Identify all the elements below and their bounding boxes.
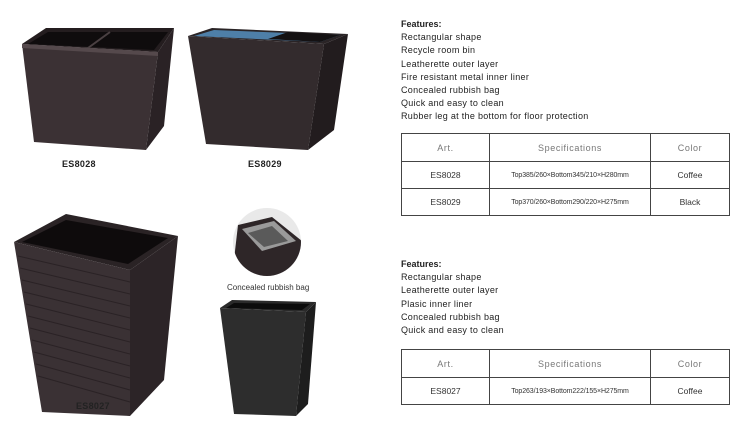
table-header-row <box>402 350 730 378</box>
product-image-es8029 <box>186 26 352 152</box>
feature-item: Rectangular shape <box>401 272 482 283</box>
features-section-1 <box>401 18 589 124</box>
feature-item: Concealed rubbish bag <box>401 311 500 322</box>
feature-item: Quick and easy to clean <box>401 325 504 336</box>
table-row <box>402 189 730 216</box>
header-specifications: Specifications <box>490 350 651 378</box>
product-code-es8027: ES8027 <box>76 401 110 411</box>
feature-item: Rubber leg at the bottom for floor protection <box>401 111 589 122</box>
feature-item: Concealed rubbish bag <box>401 85 500 96</box>
feature-item: Plasic inner liner <box>401 298 473 309</box>
feature-item: Recycle room bin <box>401 45 476 56</box>
feature-item: Rectangular shape <box>401 32 482 43</box>
concealed-bag-caption: Concealed rubbish bag <box>227 283 310 292</box>
features-title: Features: <box>401 19 442 29</box>
header-color: Color <box>651 134 730 162</box>
table-row <box>402 162 730 189</box>
cell-color: Coffee <box>651 378 730 405</box>
features-title: Features: <box>401 259 442 269</box>
concealed-bag-image <box>232 207 302 277</box>
product-image-es8027 <box>12 212 180 418</box>
table-header-row <box>402 134 730 162</box>
feature-item: Fire resistant metal inner liner <box>401 71 530 82</box>
cell-art: ES8027 <box>402 378 490 405</box>
cell-art: ES8029 <box>402 189 490 216</box>
cell-specifications: Top263/193×Bottom222/155×H275mm <box>490 378 651 405</box>
header-color: Color <box>651 350 730 378</box>
features-section-2 <box>401 258 504 337</box>
header-art: Art. <box>402 134 490 162</box>
inner-liner-image <box>218 300 320 418</box>
table-row <box>402 378 730 405</box>
cell-art: ES8028 <box>402 162 490 189</box>
product-code-es8029: ES8029 <box>248 159 282 169</box>
header-specifications: Specifications <box>490 134 651 162</box>
feature-item: Quick and easy to clean <box>401 98 504 109</box>
spec-table-2 <box>401 349 730 405</box>
product-image-es8028 <box>18 26 180 152</box>
header-art: Art. <box>402 350 490 378</box>
product-code-es8028: ES8028 <box>62 159 96 169</box>
spec-table-1 <box>401 133 730 216</box>
cell-specifications: Top370/260×Bottom290/220×H275mm <box>490 189 651 216</box>
feature-item: Leatherette outer layer <box>401 285 499 296</box>
cell-color: Black <box>651 189 730 216</box>
feature-item: Leatherette outer layer <box>401 58 499 69</box>
cell-specifications: Top385/260×Bottom345/210×H280mm <box>490 162 651 189</box>
cell-color: Coffee <box>651 162 730 189</box>
